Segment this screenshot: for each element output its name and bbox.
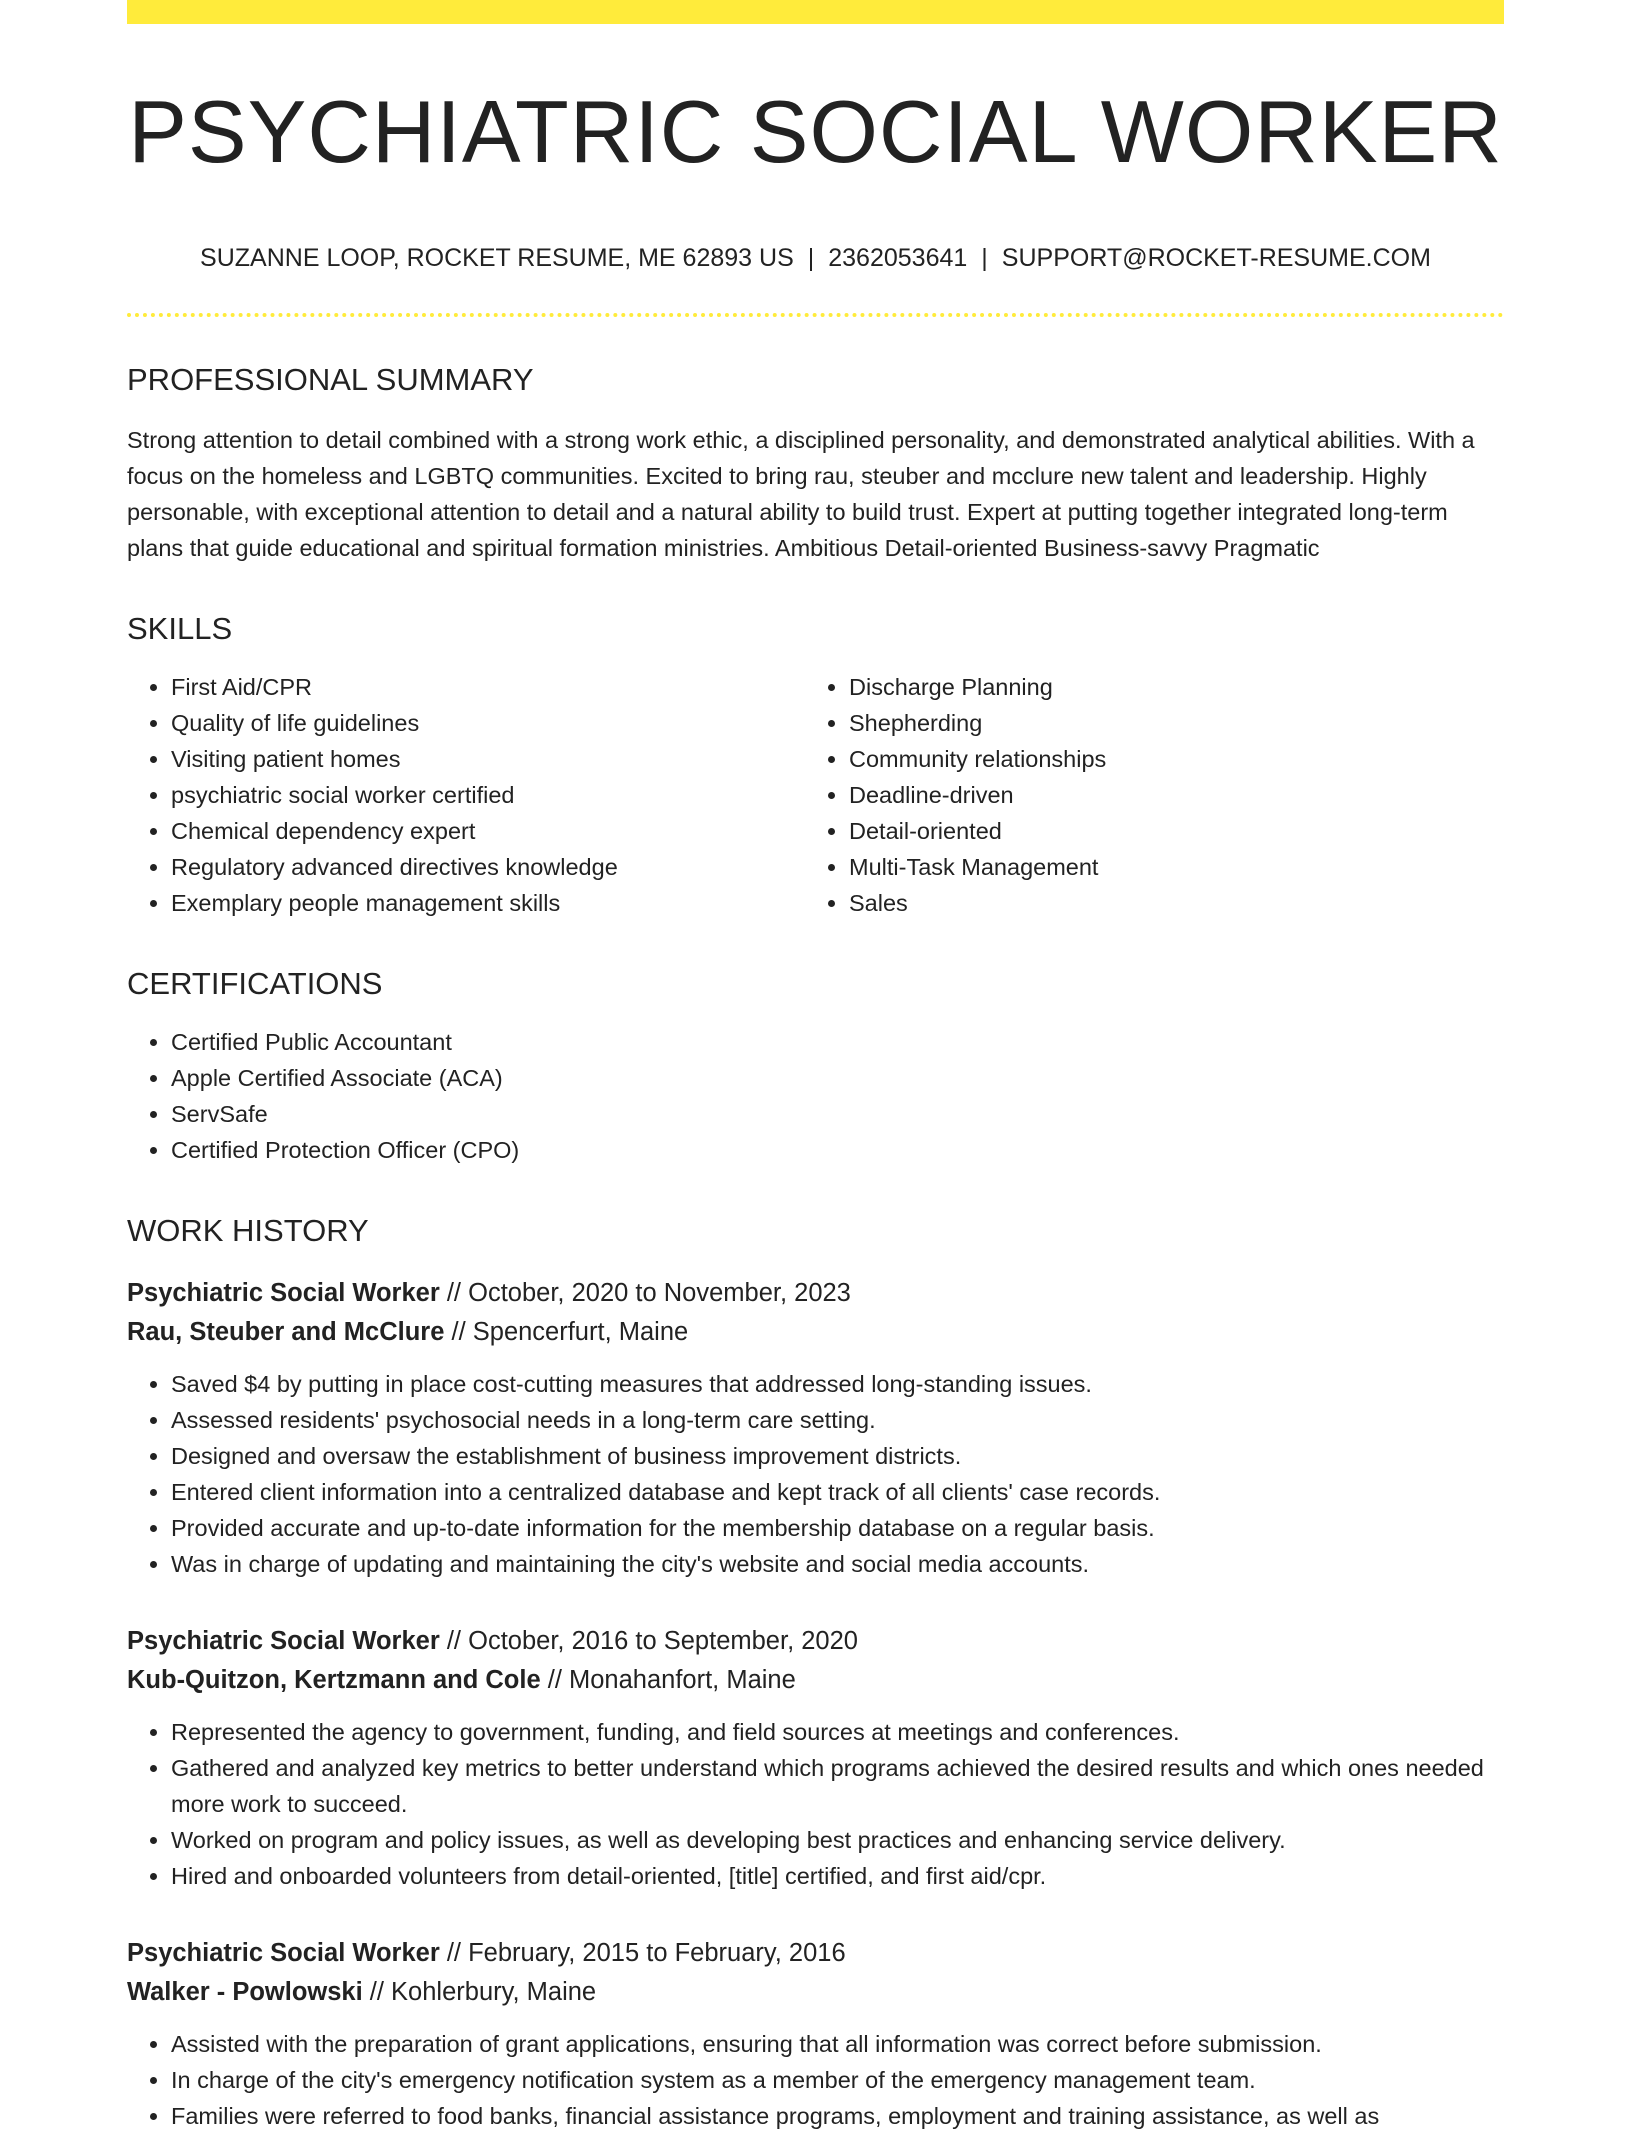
certification-item: • ServSafe [171, 1096, 1504, 1132]
skill-item: • Chemical dependency expert [171, 813, 805, 849]
job-location: Spencerfurt, Maine [472, 1317, 689, 1346]
certification-item: • Certified Public Accountant [171, 1024, 1504, 1060]
job-bullet: • Saved $4 by putting in place cost-cutting measures that addressed long-standing issues. [171, 1366, 1504, 1402]
summary-text: Strong attention to detail combined with a strong work ethic, a disciplined personality, and demonstrated analytical abilities. With a focus on the homeless and LGBTQ communities. Excited to bring rau, steuber and mcclure new talent and leadership. Highly personable, with exceptional attention to detail and a natural ability to build trust. Expert at putting together integrated long-term plans that guide educational and spiritual formation ministries. Ambitious Detail-oriented Business-savvy Pragmatic [127, 426, 1475, 561]
resume-page [127, 0, 1504, 2134]
dotted-divider [127, 313, 1504, 317]
skills-list-left [127, 669, 805, 921]
job-separator: // [439, 1938, 469, 1967]
job-separator: // [444, 1317, 473, 1346]
job-title: Psychiatric Social Worker [127, 1626, 440, 1655]
job-separator: // [540, 1665, 569, 1694]
skill-item: • Discharge Planning [849, 669, 1483, 705]
skill-item: • psychiatric social worker certified [171, 777, 805, 813]
contact-line [127, 243, 1504, 273]
job-bullets [127, 1714, 1504, 1894]
skills-column-right [805, 669, 1483, 921]
contact-phone: 2362053641 [828, 243, 968, 272]
contact-address: SUZANNE LOOP, ROCKET RESUME, ME 62893 US [200, 243, 794, 272]
skills-heading: SKILLS [127, 610, 233, 646]
job-location: Monahanfort, Maine [569, 1665, 796, 1694]
certifications-list [127, 1024, 1504, 1168]
skill-item: • Community relationships [849, 741, 1483, 777]
skill-item: • Quality of life guidelines [171, 705, 805, 741]
certifications-heading: CERTIFICATIONS [127, 966, 383, 1002]
job-bullet: • Families were referred to food banks, financial assistance programs, employment and training assistance, as well as [171, 2098, 1504, 2134]
skill-item: • First Aid/CPR [171, 669, 805, 705]
job-entry [127, 1934, 1504, 2134]
skill-item: • Multi-Task Management [849, 849, 1483, 885]
skill-item: • Detail-oriented [849, 813, 1483, 849]
contact-separator: | [807, 243, 815, 272]
job-bullets [127, 2026, 1504, 2134]
certification-item: • Apple Certified Associate (ACA) [171, 1060, 1504, 1096]
job-bullet: • Worked on program and policy issues, as well as developing best practices and enhancing service delivery. [171, 1822, 1504, 1858]
job-bullet: • In charge of the city's emergency notification system as a member of the emergency management team. [171, 2062, 1504, 2098]
job-bullet: • Gathered and analyzed key metrics to better understand which programs achieved the desired results and which ones needed more work to succeed. [171, 1750, 1504, 1822]
contact-separator: | [981, 243, 988, 272]
skills-columns [127, 669, 1504, 921]
job-title: Psychiatric Social Worker [127, 1938, 440, 1967]
job-dates: October, 2020 to November, 2023 [468, 1278, 851, 1307]
job-company: Rau, Steuber and McClure [127, 1317, 445, 1346]
job-company: Kub-Quitzon, Kertzmann and Cole [127, 1665, 541, 1694]
job-company-line [127, 1661, 1504, 1700]
work-history-list [127, 1274, 1504, 2134]
skill-item: • Shepherding [849, 705, 1483, 741]
skills-list-right [805, 669, 1483, 921]
job-entry [127, 1274, 1504, 1582]
job-bullet: • Hired and onboarded volunteers from detail-oriented, [title] certified, and first aid/cpr. [171, 1858, 1504, 1894]
job-bullets [127, 1366, 1504, 1582]
skill-item: • Deadline-driven [849, 777, 1483, 813]
job-entry [127, 1622, 1504, 1894]
job-company-line [127, 1973, 1504, 2012]
skill-item: • Regulatory advanced directives knowledge [171, 849, 805, 885]
job-separator: // [439, 1278, 469, 1307]
work-history-heading: WORK HISTORY [127, 1213, 369, 1249]
job-company: Walker - Powlowski [127, 1977, 363, 2006]
job-bullet: • Entered client information into a centralized database and kept track of all clients' case records. [171, 1474, 1504, 1510]
accent-bar [127, 0, 1504, 24]
job-title: Psychiatric Social Worker [127, 1278, 440, 1307]
job-location: Kohlerbury, Maine [391, 1977, 597, 2006]
job-title-line [127, 1274, 1504, 1313]
skill-item: • Visiting patient homes [171, 741, 805, 777]
job-title-line [127, 1934, 1504, 1973]
job-dates: February, 2015 to February, 2016 [468, 1938, 846, 1967]
certification-item: • Certified Protection Officer (CPO) [171, 1132, 1504, 1168]
job-separator: // [439, 1626, 469, 1655]
skills-column-left [127, 669, 805, 921]
skill-item: • Exemplary people management skills [171, 885, 805, 921]
job-bullet: • Was in charge of updating and maintaining the city's website and social media accounts. [171, 1546, 1504, 1582]
resume-title: PSYCHIATRIC SOCIAL WORKER [128, 82, 1503, 181]
job-dates: October, 2016 to September, 2020 [468, 1626, 858, 1655]
job-bullet: • Represented the agency to government, funding, and field sources at meetings and conferences. [171, 1714, 1504, 1750]
skill-item: • Sales [849, 885, 1483, 921]
contact-email: SUPPORT@ROCKET-RESUME.COM [1001, 243, 1431, 272]
job-bullet: • Assessed residents' psychosocial needs in a long-term care setting. [171, 1402, 1504, 1438]
job-bullet: • Assisted with the preparation of grant applications, ensuring that all information was correct before submission. [171, 2026, 1504, 2062]
job-company-line [127, 1313, 1504, 1352]
summary-heading: PROFESSIONAL SUMMARY [127, 361, 534, 397]
job-title-line [127, 1622, 1504, 1661]
job-bullet: • Designed and oversaw the establishment of business improvement districts. [171, 1438, 1504, 1474]
job-bullet: • Provided accurate and up-to-date information for the membership database on a regular basis. [171, 1510, 1504, 1546]
job-separator: // [362, 1977, 392, 2006]
